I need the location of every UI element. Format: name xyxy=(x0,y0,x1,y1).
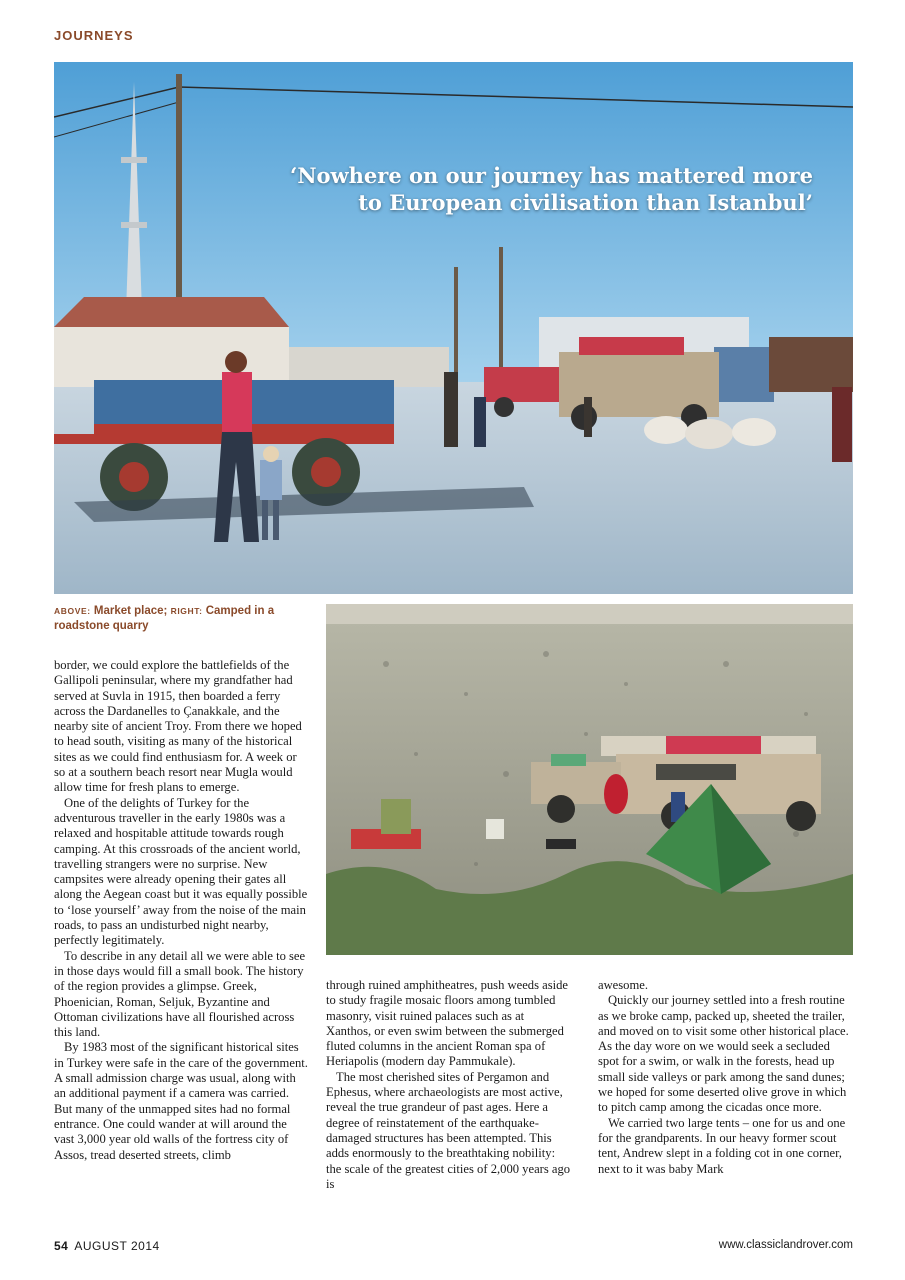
paragraph: One of the delights of Turkey for the adventurous traveller in the early 1980s was a relaxed and hospitable attitude towards rough camping. At this crossroads of the ancient world, travelling strangers were no surprise. New campsites were already opening their gates all along the Aegean coast but it was equally possible to ‘lose yourself’ away from the noise of the main roads, to pass an undisturbed night nearby, perfectly legitimately. xyxy=(54,795,308,948)
section-label: JOURNEYS xyxy=(54,28,134,43)
paragraph: Quickly our journey settled into a fresh routine as we broke camp, packed up, sheeted the trailer, and moved on to visit some other historical place. As the day wore on we would seek a secluded spot for a swim, or walk in the forests, head up small side valleys or park among the sand dunes; we hoped for some deserted olive grove in which to pitch camp among the cicadas once more. xyxy=(598,993,849,1115)
page-footer-left xyxy=(54,1239,160,1253)
paragraph: To describe in any detail all we were able to see in those days would fill a small book. The history of the region provides a glimpse. Greek, Phoenician, Roman, Seljuk, Byzantine and Ottoman civilizations have all flourished across this land. xyxy=(54,948,306,1040)
issue-date: AUGUST 2014 xyxy=(74,1239,160,1253)
market-place-photo xyxy=(54,62,853,594)
caption-right-text: Camped in a roadstone quarry xyxy=(54,605,275,632)
body-column-1 xyxy=(54,658,310,1163)
paragraph: By 1983 most of the significant historical sites in Turkey were safe in the care of the government. A small admission charge was usual, along with an additional payment if a camera was carried. But many of the unmapped sites had no formal entrance. One could wander at will around the vast 3,000 year old walls of the fortress city of Assos, tread deserted streets, climb xyxy=(54,1040,308,1162)
paragraph: The most cherished sites of Pergamon and Ephesus, where archaeologists are most active, reveal the true grandeur of past ages. Here a degree of reinstatement of the earthquake-damaged structures has been attempted. This adds enormously to the breathtaking nobility: the scale of the greatest cities of 2,000 years ago is xyxy=(326,1069,571,1191)
paragraph: We carried two large tents – one for us and one for the grandparents. In our heavy former scout tent, Andrew slept in a folding cot in one corner, next to it was baby Mark xyxy=(598,1115,846,1176)
body-column-3 xyxy=(598,978,853,1177)
pull-quote-line-2: to European civilisation than Istanbul’ xyxy=(358,190,813,215)
website-url: www.classiclandrover.com xyxy=(718,1239,853,1251)
paragraph: through ruined amphitheatres, push weeds aside to study fragile mosaic floors among tumbled masonry, visit ruined palaces such as at Xanthos, or even swim between the submerged fluted columns in the ancient Roman spa of Heriapolis (modern day Pammukale). xyxy=(326,978,569,1069)
caption-above-text: Market place; xyxy=(93,605,168,617)
page-number: 54 xyxy=(54,1239,69,1253)
paragraph: awesome. xyxy=(598,978,649,992)
photo-caption xyxy=(54,604,316,634)
caption-right-tag: RIGHT: xyxy=(170,606,203,616)
caption-above-tag: ABOVE: xyxy=(54,606,91,616)
quarry-camp-photo xyxy=(326,604,853,955)
pull-quote xyxy=(253,162,813,216)
paragraph: border, we could explore the battlefields of the Gallipoli peninsular, where my grandfather had served at Suvla in 1915, then boarded a ferry across the Dardanelles to Çanakkale, and the nearby site of ancient Troy. From there we hoped to head south, visiting as many of the historical sites as we could find enthusiasm for. A week or so at a southern beach resort near Mugla would allow time for fresh plans to emerge. xyxy=(54,658,302,795)
body-column-2 xyxy=(326,978,572,1192)
pull-quote-line-1: ‘Nowhere on our journey has mattered more xyxy=(290,163,813,188)
